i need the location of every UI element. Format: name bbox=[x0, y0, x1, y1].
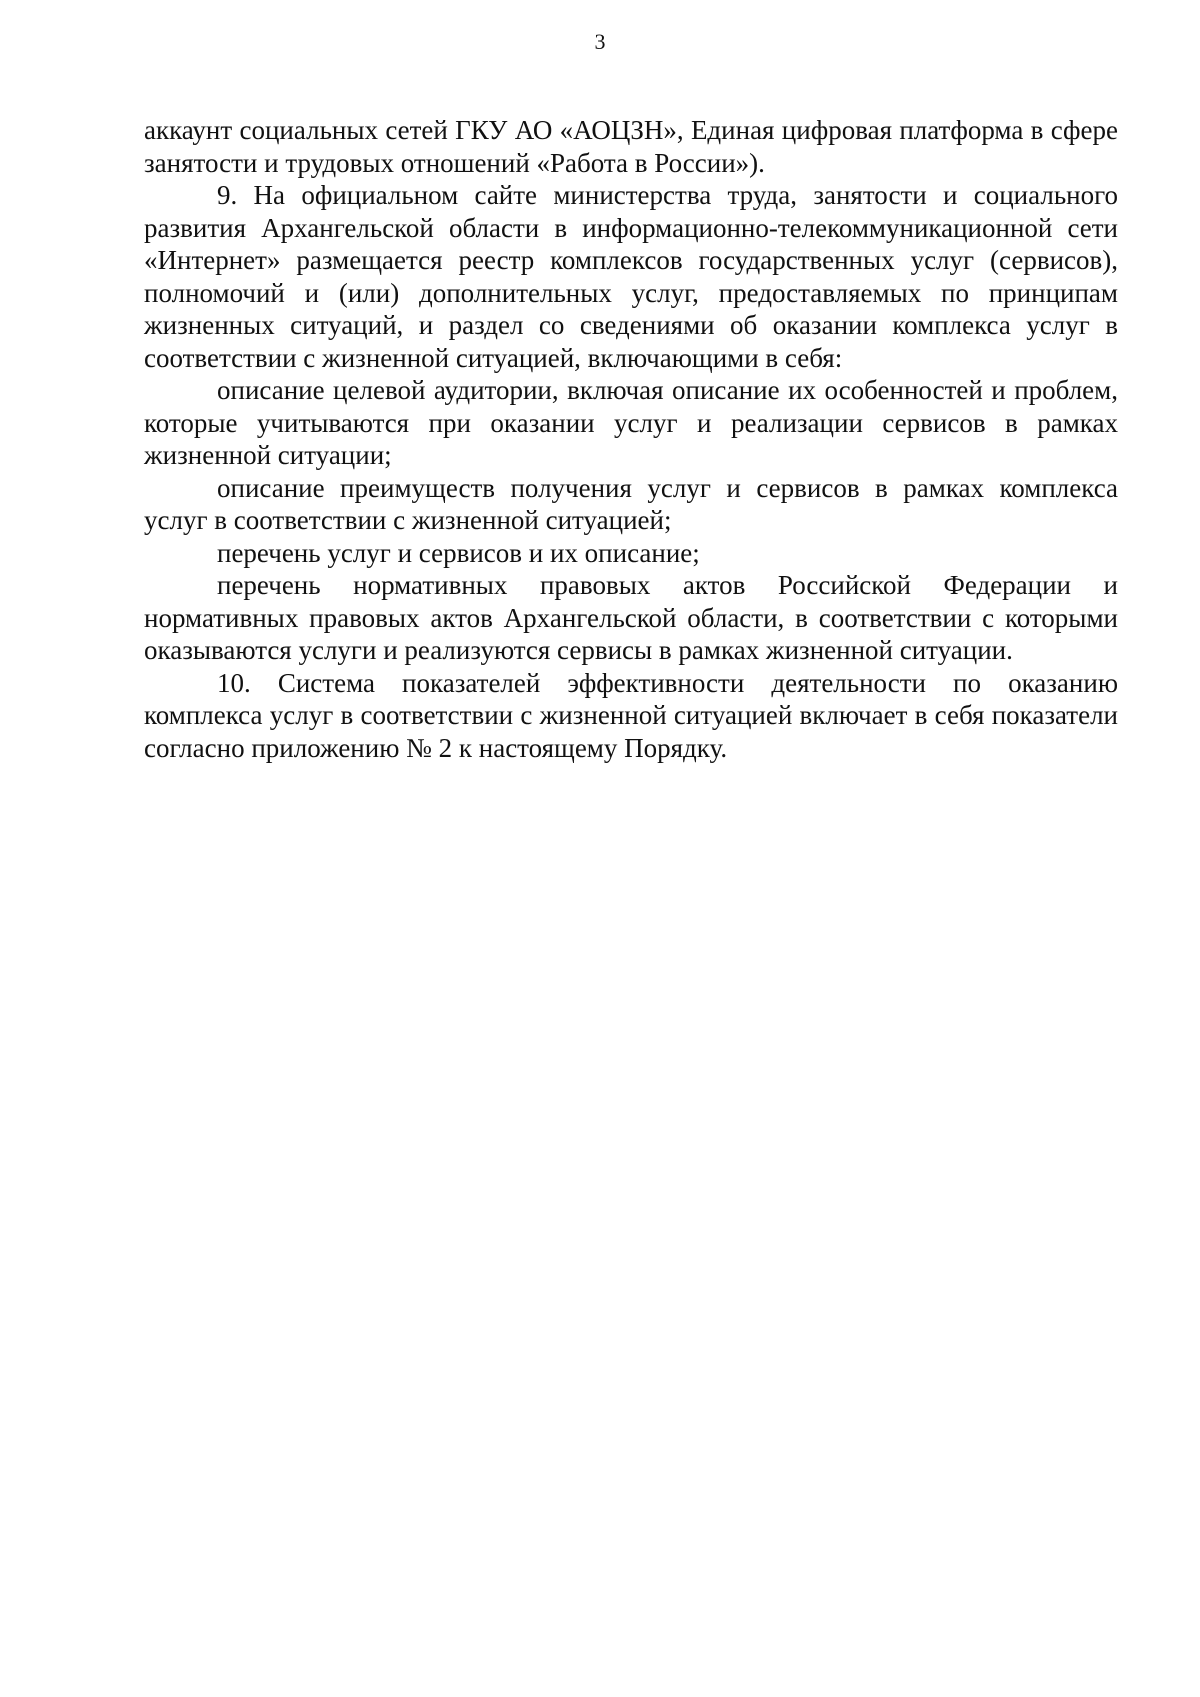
page-number: 3 bbox=[594, 29, 606, 54]
paragraph-item-9: 9. На официальном сайте министерства труда, занятости и социального развития Архангельской области в информационно-телекоммуникационной сети «Интернет» размещается реестр комплексов государственных услуг (сервисов), полномочий и (или) дополнительных услуг, предоставляемых по принципам жизненных ситуаций, и раздел со сведениями об оказании комплекса услуг в соответствии с жизненной ситуацией, включающими в себя: bbox=[144, 180, 1118, 373]
document-body bbox=[144, 114, 1118, 764]
paragraph-item-10: 10. Система показателей эффективности деятельности по оказанию комплекса услуг в соответствии с жизненной ситуацией включает в себя показатели согласно приложению № 2 к настоящему Порядку. bbox=[144, 667, 1118, 763]
paragraph-services-list: перечень услуг и сервисов и их описание; bbox=[217, 537, 700, 568]
paragraph-target-audience: описание целевой аудитории, включая описание их особенностей и проблем, которые учитываются при оказании услуг и реализации сервисов в рамках жизненной ситуации; bbox=[144, 375, 1118, 470]
paragraph-legal-acts: перечень нормативных правовых актов Российской Федерации и нормативных правовых актов Архангельской области, в соответствии с которыми оказываются услуги и реализуются сервисы в рамках жизненной ситуации. bbox=[144, 570, 1118, 665]
paragraph-continuation: аккаунт социальных сетей ГКУ АО «АОЦЗН», Единая цифровая платформа в сфере занятости и трудовых отношений «Работа в России»). bbox=[144, 115, 1118, 178]
paragraph-benefits: описание преимуществ получения услуг и сервисов в рамках комплекса услуг в соответствии с жизненной ситуацией; bbox=[144, 472, 1118, 535]
